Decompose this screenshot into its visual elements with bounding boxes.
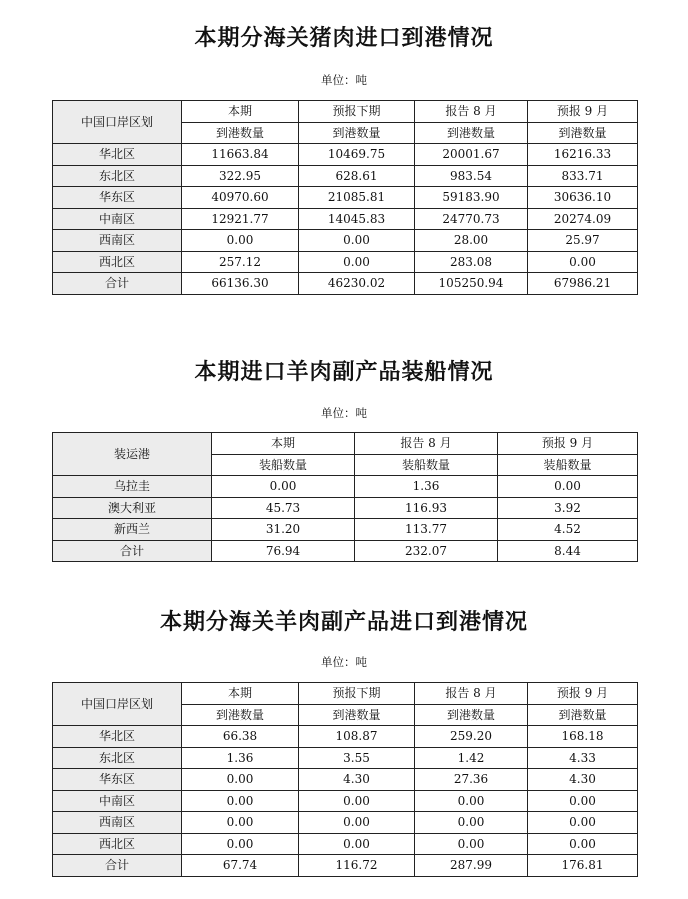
table-cell: 105250.94: [415, 273, 528, 295]
column-subheader: 到港数量: [182, 122, 299, 144]
table-cell: 322.95: [182, 165, 299, 187]
table-cell: 176.81: [528, 855, 638, 877]
table-cell: 0.00: [299, 790, 415, 812]
table-row: [53, 833, 638, 855]
column-subheader: 到港数量: [182, 704, 299, 726]
row-label: 合计: [53, 855, 182, 877]
table-cell: 12921.77: [182, 208, 299, 230]
table-cell: 4.33: [528, 747, 638, 769]
table-cell: 116.93: [355, 497, 498, 519]
row-label: 华东区: [53, 187, 182, 209]
table-cell: 0.00: [528, 251, 638, 273]
table-row: [53, 251, 638, 273]
row-label: 乌拉圭: [53, 476, 212, 498]
table-cell: 3.92: [498, 497, 638, 519]
column-subheader: 到港数量: [299, 704, 415, 726]
shipment-title: 本期进口羊肉副产品装船情况: [194, 360, 494, 385]
column-header: 预报 9 月: [498, 433, 638, 455]
table-cell: 257.12: [182, 251, 299, 273]
table-cell: 4.30: [299, 769, 415, 791]
table-row: [53, 769, 638, 791]
table-cell: 0.00: [212, 476, 355, 498]
column-subheader: 到港数量: [415, 122, 528, 144]
table-cell: 0.00: [299, 251, 415, 273]
column-header: 本期: [182, 683, 299, 705]
table-row: [53, 208, 638, 230]
arrival-section: [0, 608, 688, 670]
table-cell: 24770.73: [415, 208, 528, 230]
table-cell: 232.07: [355, 540, 498, 562]
table-cell: 1.42: [415, 747, 528, 769]
table-row: [53, 747, 638, 769]
pork-title: 本期分海关猪肉进口到港情况: [194, 26, 494, 51]
table-cell: 21085.81: [299, 187, 415, 209]
column-header: 本期: [212, 433, 355, 455]
row-label: 西南区: [53, 230, 182, 252]
table-cell: 0.00: [415, 833, 528, 855]
row-label: 西北区: [53, 833, 182, 855]
column-header: 预报 9 月: [528, 101, 638, 123]
row-label: 东北区: [53, 747, 182, 769]
table-cell: 116.72: [299, 855, 415, 877]
row-label: 华北区: [53, 144, 182, 166]
table-row: [53, 497, 638, 519]
table-cell: 259.20: [415, 726, 528, 748]
total-row: [53, 273, 638, 295]
table-cell: 1.36: [355, 476, 498, 498]
table-row: [53, 726, 638, 748]
column-header: 预报下期: [299, 683, 415, 705]
table-cell: 45.73: [212, 497, 355, 519]
table-cell: 14045.83: [299, 208, 415, 230]
table-cell: 27.36: [415, 769, 528, 791]
shipment-unit: 单位：吨: [321, 406, 367, 420]
table-cell: 0.00: [299, 230, 415, 252]
row-label: 西南区: [53, 812, 182, 834]
column-subheader: 装船数量: [355, 454, 498, 476]
corner-header: 中国口岸区划: [53, 101, 182, 144]
table-cell: 287.99: [415, 855, 528, 877]
table-cell: 46230.02: [299, 273, 415, 295]
shipment-table: [52, 432, 638, 562]
table-cell: 0.00: [415, 812, 528, 834]
column-subheader: 装船数量: [212, 454, 355, 476]
corner-header: 装运港: [53, 433, 212, 476]
table-cell: 0.00: [299, 833, 415, 855]
table-cell: 4.52: [498, 519, 638, 541]
column-subheader: 到港数量: [528, 122, 638, 144]
table-cell: 0.00: [415, 790, 528, 812]
table-cell: 20001.67: [415, 144, 528, 166]
table-cell: 66136.30: [182, 273, 299, 295]
total-row: [53, 540, 638, 562]
pork-unit: 单位：吨: [321, 73, 367, 87]
table-row: [53, 476, 638, 498]
row-label: 中南区: [53, 208, 182, 230]
arrival-table: [52, 682, 638, 877]
column-header: 报告 8 月: [415, 683, 528, 705]
table-cell: 20274.09: [528, 208, 638, 230]
table-row: [53, 812, 638, 834]
table-cell: 0.00: [528, 833, 638, 855]
arrival-unit: 单位：吨: [321, 655, 367, 669]
shipment-section: [0, 358, 688, 421]
column-header: 预报 9 月: [528, 683, 638, 705]
row-label: 中南区: [53, 790, 182, 812]
table-cell: 833.71: [528, 165, 638, 187]
table-cell: 40970.60: [182, 187, 299, 209]
table-cell: 30636.10: [528, 187, 638, 209]
arrival-title: 本期分海关羊肉副产品进口到港情况: [159, 610, 528, 635]
table-cell: 10469.75: [299, 144, 415, 166]
table-cell: 0.00: [182, 833, 299, 855]
row-label: 华东区: [53, 769, 182, 791]
table-cell: 0.00: [498, 476, 638, 498]
table-cell: 108.87: [299, 726, 415, 748]
column-subheader: 装船数量: [498, 454, 638, 476]
table-cell: 113.77: [355, 519, 498, 541]
column-header: 报告 8 月: [415, 101, 528, 123]
table-cell: 628.61: [299, 165, 415, 187]
table-header-row: [53, 101, 638, 123]
column-header: 预报下期: [299, 101, 415, 123]
column-subheader: 到港数量: [415, 704, 528, 726]
table-cell: 67986.21: [528, 273, 638, 295]
table-row: [53, 230, 638, 252]
table-cell: 168.18: [528, 726, 638, 748]
table-row: [53, 165, 638, 187]
table-cell: 3.55: [299, 747, 415, 769]
column-header: 报告 8 月: [355, 433, 498, 455]
table-cell: 0.00: [182, 790, 299, 812]
table-cell: 0.00: [528, 812, 638, 834]
table-cell: 0.00: [182, 230, 299, 252]
table-cell: 8.44: [498, 540, 638, 562]
table-cell: 28.00: [415, 230, 528, 252]
pork-section: [0, 24, 688, 88]
table-cell: 76.94: [212, 540, 355, 562]
table-cell: 25.97: [528, 230, 638, 252]
row-label: 华北区: [53, 726, 182, 748]
column-subheader: 到港数量: [299, 122, 415, 144]
row-label: 澳大利亚: [53, 497, 212, 519]
pork-table: [52, 100, 638, 295]
row-label: 西北区: [53, 251, 182, 273]
table-cell: 16216.33: [528, 144, 638, 166]
row-label: 东北区: [53, 165, 182, 187]
row-label: 合计: [53, 540, 212, 562]
table-header-row: [53, 433, 638, 455]
table-cell: 4.30: [528, 769, 638, 791]
table-cell: 283.08: [415, 251, 528, 273]
table-cell: 0.00: [182, 769, 299, 791]
total-row: [53, 855, 638, 877]
table-cell: 67.74: [182, 855, 299, 877]
table-cell: 31.20: [212, 519, 355, 541]
table-cell: 11663.84: [182, 144, 299, 166]
table-cell: 983.54: [415, 165, 528, 187]
table-row: [53, 790, 638, 812]
table-header-row: [53, 683, 638, 705]
row-label: 合计: [53, 273, 182, 295]
table-cell: 66.38: [182, 726, 299, 748]
table-cell: 0.00: [528, 790, 638, 812]
table-row: [53, 187, 638, 209]
table-cell: 0.00: [182, 812, 299, 834]
table-cell: 1.36: [182, 747, 299, 769]
column-header: 本期: [182, 101, 299, 123]
corner-header: 中国口岸区划: [53, 683, 182, 726]
table-row: [53, 144, 638, 166]
table-cell: 59183.90: [415, 187, 528, 209]
table-row: [53, 519, 638, 541]
row-label: 新西兰: [53, 519, 212, 541]
column-subheader: 到港数量: [528, 704, 638, 726]
table-cell: 0.00: [299, 812, 415, 834]
